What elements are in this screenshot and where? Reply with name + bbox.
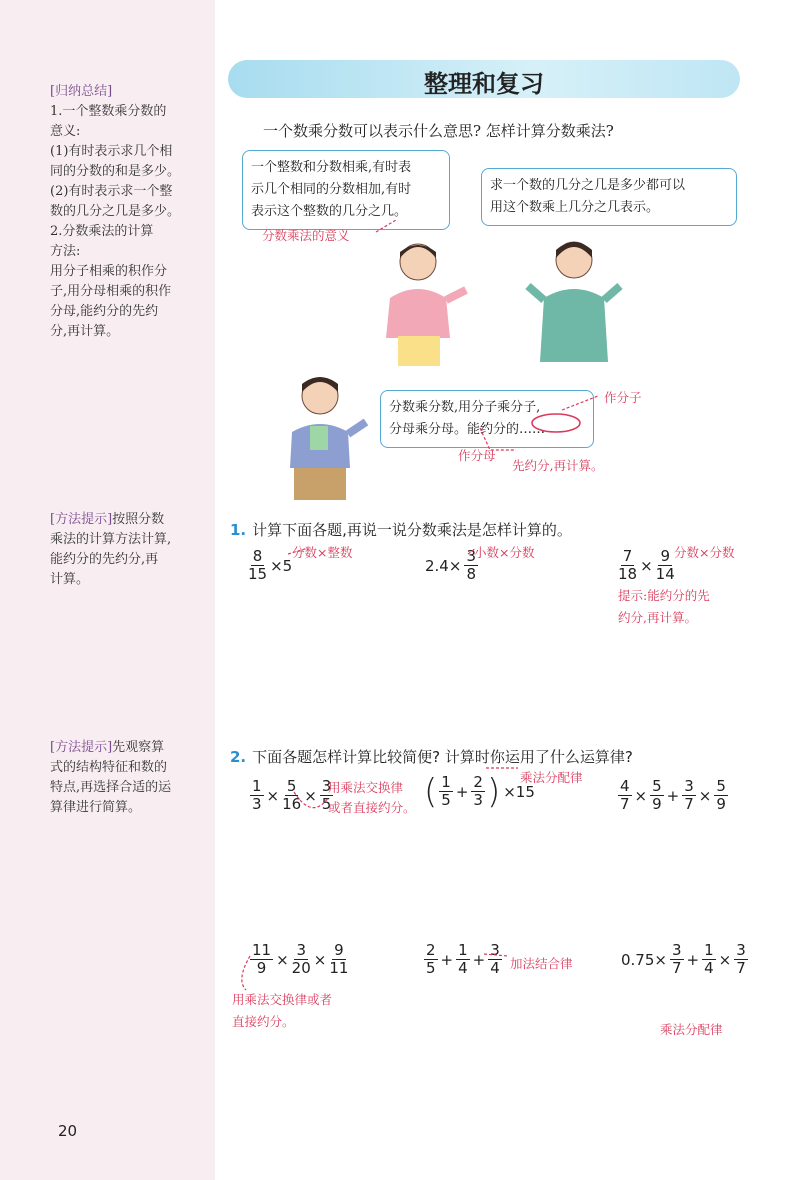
fraction: $\frac{5}{16}$ xyxy=(282,777,302,813)
annotation-2a-1: 用乘法交换律 xyxy=(328,780,404,795)
operator: + xyxy=(472,950,486,969)
fraction: $\frac{3}{5}$ xyxy=(321,777,332,813)
review-question: 一个数乘分数可以表示什么意思? 怎样计算分数乘法? xyxy=(263,122,614,140)
operator: × xyxy=(304,786,317,805)
annotation-2d-1: 用乘法交换律或者 xyxy=(232,992,333,1007)
fraction: $\frac{9}{11}$ xyxy=(329,941,349,977)
fraction: $\frac{5}{9}$ xyxy=(716,777,726,813)
fraction: $\frac{3}{8}$ xyxy=(466,547,476,583)
title-bar xyxy=(228,60,740,98)
fraction: $\frac{2}{5}$ xyxy=(426,941,436,977)
annotation-meaning: 分数乘法的意义 xyxy=(262,228,350,243)
left-paren: ( xyxy=(424,771,438,812)
bubble-line: 分母乘分母。能约分的…… xyxy=(389,422,546,437)
annotation-2d-2: 直接约分。 xyxy=(232,1014,295,1029)
fraction: $\frac{1}{5}$ xyxy=(441,773,451,809)
annotation-reduce-first: 先约分,再计算。 xyxy=(512,458,604,473)
bubble-line: 用这个数乘上几分之几表示。 xyxy=(490,200,660,215)
fraction: $\frac{2}{3}$ xyxy=(473,773,483,809)
summary-block xyxy=(50,82,210,342)
tip-line: 先观察算 xyxy=(112,740,165,755)
operator: × xyxy=(698,786,712,805)
summary-line: 分母,能约分的先约 xyxy=(50,304,159,319)
problem-2-number: 2. xyxy=(230,748,247,766)
summary-tag: [归纳总结] xyxy=(50,84,113,99)
fraction: $\frac{9}{14}$ xyxy=(655,547,675,583)
operator: × xyxy=(640,556,653,575)
problem-1-text: 计算下面各题,再说一说分数乘法是怎样计算的。 xyxy=(252,521,572,539)
fraction: $\frac{3}{7}$ xyxy=(671,941,682,977)
speech-bubble-girl-1 xyxy=(242,150,450,230)
fraction: $\frac{8}{15}$ xyxy=(248,547,268,583)
operator: + xyxy=(455,782,469,801)
operator: + xyxy=(686,950,700,969)
bubble-line: 求一个数的几分之几是多少都可以 xyxy=(490,178,686,193)
method-tip-2 xyxy=(50,738,210,818)
speech-bubble-girl-2 xyxy=(481,168,737,226)
tip-line: 乘法的计算方法计算, xyxy=(50,532,172,547)
operator: + xyxy=(666,786,680,805)
summary-line: 子,用分母相乘的积作 xyxy=(50,284,172,299)
fraction: $\frac{3}{7}$ xyxy=(684,777,694,813)
expr-text: ×5 xyxy=(270,556,293,575)
annotation-2b: 乘法分配律 xyxy=(520,770,583,785)
fraction: $\frac{3}{20}$ xyxy=(291,941,311,977)
summary-line: 意义: xyxy=(50,124,81,139)
summary-line: (1)有时表示求几个相 xyxy=(50,144,173,159)
bubble-line: 一个整数和分数相乘,有时表 xyxy=(251,160,412,175)
expr-text: ×15 xyxy=(503,782,535,801)
page-title: 整理和复习 xyxy=(424,70,544,98)
annotation-1a: 分数×整数 xyxy=(292,545,353,560)
operator: × xyxy=(634,786,648,805)
tip-tag: [方法提示] xyxy=(50,512,113,527)
fraction: $\frac{3}{4}$ xyxy=(490,941,500,977)
bubble-line: 示几个相同的分数相加,有时 xyxy=(251,182,412,197)
annotation-1b: 小数×分数 xyxy=(474,545,535,560)
operator: × xyxy=(313,950,327,969)
tip-line: 算律进行简算。 xyxy=(50,800,142,815)
right-paren: ) xyxy=(486,771,501,812)
operator: × xyxy=(718,950,732,969)
problem-2-text: 下面各题怎样计算比较简便? 计算时你运用了什么运算律? xyxy=(252,748,633,766)
method-tip-1 xyxy=(50,510,210,590)
expr-2f xyxy=(620,942,748,977)
tip-tag: [方法提示] xyxy=(50,740,113,755)
summary-line: 1.一个整数乘分数的 xyxy=(50,104,167,119)
bubble-line: 分数乘分数,用分子乘分子, xyxy=(389,400,541,415)
fraction: $\frac{1}{3}$ xyxy=(252,777,262,813)
fraction: $\frac{4}{7}$ xyxy=(620,777,630,813)
annotation-denominator: 作分母 xyxy=(458,448,496,463)
operator: × xyxy=(266,786,280,805)
problem-1-number: 1. xyxy=(230,521,247,539)
fraction: $\frac{5}{9}$ xyxy=(652,777,662,813)
summary-line: 数的几分之几是多少。 xyxy=(50,204,181,219)
fraction: $\frac{1}{4}$ xyxy=(458,941,468,977)
expr-text: 0.75× xyxy=(621,950,667,969)
tip-line: 按照分数 xyxy=(112,512,165,527)
summary-line: 方法: xyxy=(50,244,81,259)
summary-line: 同的分数的和是多少。 xyxy=(50,164,181,179)
summary-line: 2.分数乘法的计算 xyxy=(50,224,154,239)
tip-line: 特点,再选择合适的运 xyxy=(50,780,172,795)
page-number: 20 xyxy=(58,1122,78,1140)
expr-1c xyxy=(618,548,675,583)
fraction: $\frac{11}{9}$ xyxy=(252,941,272,977)
annotation-2f: 乘法分配律 xyxy=(660,1022,723,1037)
fraction: $\frac{1}{4}$ xyxy=(704,941,714,977)
annotation-1-hint-1: 提示:能约分的先 xyxy=(618,588,710,603)
summary-line: (2)有时表示求一个整 xyxy=(50,184,173,199)
expr-2c xyxy=(618,778,728,813)
tip-line: 能约分的先约分,再 xyxy=(50,552,159,567)
annotation-arrows xyxy=(226,220,626,1040)
tip-line: 式的结构特征和数的 xyxy=(50,760,168,775)
annotation-numerator: 作分子 xyxy=(604,390,642,405)
expr-text: 2.4× xyxy=(425,556,462,575)
bubble-line: 表示这个整数的几分之几。 xyxy=(251,204,408,219)
tip-line: 计算。 xyxy=(50,572,90,587)
fraction: $\frac{3}{7}$ xyxy=(736,941,746,977)
operator: × xyxy=(276,950,289,969)
annotation-1-hint-2: 约分,再计算。 xyxy=(618,610,697,625)
operator: + xyxy=(440,950,454,969)
annotation-2a-2: 或者直接约分。 xyxy=(328,800,416,815)
annotation-1c: 分数×分数 xyxy=(674,545,735,560)
annotation-2e: 加法结合律 xyxy=(510,956,573,971)
fraction: $\frac{7}{18}$ xyxy=(618,547,638,583)
summary-line: 用分子相乘的积作分 xyxy=(50,264,168,279)
summary-line: 分,再计算。 xyxy=(50,324,120,339)
